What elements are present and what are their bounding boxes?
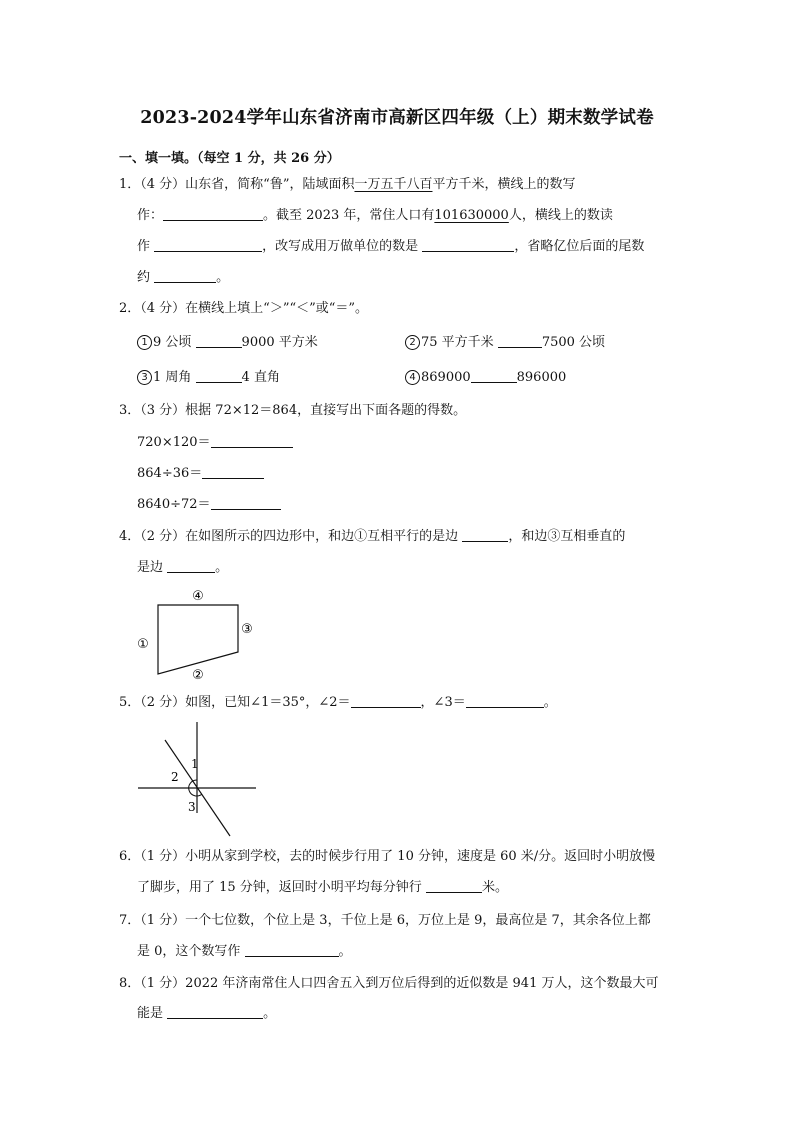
question-2-stem: 2．（4 分）在横线上填上“＞”“＜”或“＝”。 xyxy=(119,301,369,316)
underlined-number: 101630000 xyxy=(434,208,509,223)
quadrilateral-figure xyxy=(130,582,270,687)
question-3-item-3 xyxy=(137,495,281,515)
question-text: 4．（2 分）在如图所示的四边形中，和边①互相平行的是边 xyxy=(119,529,459,544)
question-3-item-1 xyxy=(137,433,293,453)
question-text: 米。 xyxy=(481,880,508,895)
question-7-line-2 xyxy=(137,942,352,962)
angle-label-1: 1 xyxy=(191,757,199,771)
item-left: 869000 xyxy=(421,370,471,385)
side-label-2: ② xyxy=(192,668,204,683)
question-3-item-2 xyxy=(137,464,264,484)
answer-blank[interactable] xyxy=(202,464,264,479)
circled-number: 2 xyxy=(405,335,420,350)
answer-blank[interactable] xyxy=(196,333,242,348)
question-text: 作： xyxy=(137,208,164,223)
answer-blank[interactable] xyxy=(167,1004,263,1019)
answer-blank[interactable] xyxy=(154,268,216,283)
question-text: 1．（4 分）山东省，简称“鲁”，陆域面积 xyxy=(119,177,355,192)
question-text: ，和边③互相垂直的 xyxy=(508,529,626,544)
answer-blank[interactable] xyxy=(422,237,514,252)
circled-number: 4 xyxy=(405,370,420,385)
answer-blank[interactable] xyxy=(466,693,544,708)
answer-blank[interactable] xyxy=(245,942,339,957)
question-text: 。 xyxy=(338,944,352,959)
question-text: 是边 xyxy=(137,560,164,575)
answer-blank[interactable] xyxy=(471,368,517,383)
answer-blank[interactable] xyxy=(154,237,262,252)
answer-blank[interactable] xyxy=(462,527,508,542)
question-2-item-2 xyxy=(405,333,605,353)
answer-blank[interactable] xyxy=(498,333,542,348)
question-text: 5．（2 分）如图，已知∠1＝35°，∠2＝ xyxy=(119,695,351,710)
question-5-line xyxy=(119,693,557,713)
circled-number: 3 xyxy=(137,370,152,385)
expression: 720×120＝ xyxy=(137,435,211,450)
answer-blank[interactable] xyxy=(426,878,482,893)
question-text: 。 xyxy=(216,270,230,285)
side-label-3: ③ xyxy=(241,622,253,637)
question-1-line-4 xyxy=(137,268,229,288)
side-label-1: ① xyxy=(137,637,149,652)
question-text: 。截至 2023 年，常住人口有 xyxy=(263,208,435,223)
answer-blank[interactable] xyxy=(163,206,263,221)
question-text: 平方千米，横线上的数写 xyxy=(432,177,576,192)
item-right: 4 直角 xyxy=(241,370,280,385)
expression: 864÷36＝ xyxy=(137,466,203,481)
item-left: 75 平方千米 xyxy=(421,335,494,350)
answer-blank[interactable] xyxy=(211,495,281,510)
question-8-line-2 xyxy=(137,1004,276,1024)
side-label-4: ④ xyxy=(192,589,204,604)
question-text: ，改写成用万做单位的数是 xyxy=(262,239,419,254)
question-2-item-3 xyxy=(137,368,280,388)
angle-label-2: 2 xyxy=(171,770,179,784)
question-text: 约 xyxy=(137,270,151,285)
question-1-line-1 xyxy=(119,175,576,195)
question-6-line-1: 6．（1 分）小明从家到学校，去的时候步行用了 10 分钟，速度是 60 米/分。返回时小明放慢 xyxy=(119,849,656,864)
answer-blank[interactable] xyxy=(351,693,421,708)
question-4-line-2 xyxy=(137,558,228,578)
question-6-line-2 xyxy=(137,878,508,898)
question-3-stem: 3．（3 分）根据 72×12＝864，直接写出下面各题的得数。 xyxy=(119,403,467,418)
question-text: 。 xyxy=(543,695,557,710)
item-left: 9 公顷 xyxy=(153,335,192,350)
circled-number: 1 xyxy=(137,335,152,350)
item-right: 7500 公顷 xyxy=(541,335,606,350)
answer-blank[interactable] xyxy=(196,368,242,383)
question-text: 能是 xyxy=(137,1006,164,1021)
question-text: 了脚步，用了 15 分钟，返回时小明平均每分钟行 xyxy=(137,880,422,895)
question-7-line-1: 7．（1 分）一个七位数，个位上是 3，千位上是 6，万位上是 9，最高位是 7，其余各位上都 xyxy=(119,913,651,928)
question-1-line-3 xyxy=(137,237,644,257)
question-2-item-4 xyxy=(405,368,566,388)
item-right: 896000 xyxy=(516,370,567,385)
underlined-number: 一万五千八百 xyxy=(354,177,433,192)
question-2-item-1 xyxy=(137,333,318,353)
question-1-line-2 xyxy=(137,206,613,226)
question-text: 。 xyxy=(263,1006,277,1021)
item-right: 9000 平方米 xyxy=(241,335,318,350)
quadrilateral-shape xyxy=(158,605,238,674)
section-heading: 一、填一填。（每空 1 分，共 26 分） xyxy=(119,151,340,166)
question-8-line-1: 8．（1 分）2022 年济南常住人口四舍五入到万位后得到的近似数是 941 万人，这个数最大可 xyxy=(119,976,659,991)
page-title: 2023-2024学年山东省济南市高新区四年级（上）期末数学试卷 xyxy=(140,108,654,128)
question-4-line-1 xyxy=(119,527,625,547)
intersecting-lines-figure xyxy=(130,718,265,840)
item-left: 1 周角 xyxy=(153,370,192,385)
question-text: 是 0，这个数写作 xyxy=(137,944,241,959)
answer-blank[interactable] xyxy=(167,558,215,573)
expression: 8640÷72＝ xyxy=(137,497,211,512)
question-text: 。 xyxy=(215,560,229,575)
question-text: 人，横线上的数读 xyxy=(508,208,613,223)
question-text: ，∠3＝ xyxy=(420,695,466,710)
angle-label-3: 3 xyxy=(188,800,196,814)
answer-blank[interactable] xyxy=(211,433,293,448)
question-text: ，省略亿位后面的尾数 xyxy=(514,239,645,254)
question-text: 作 xyxy=(137,239,151,254)
